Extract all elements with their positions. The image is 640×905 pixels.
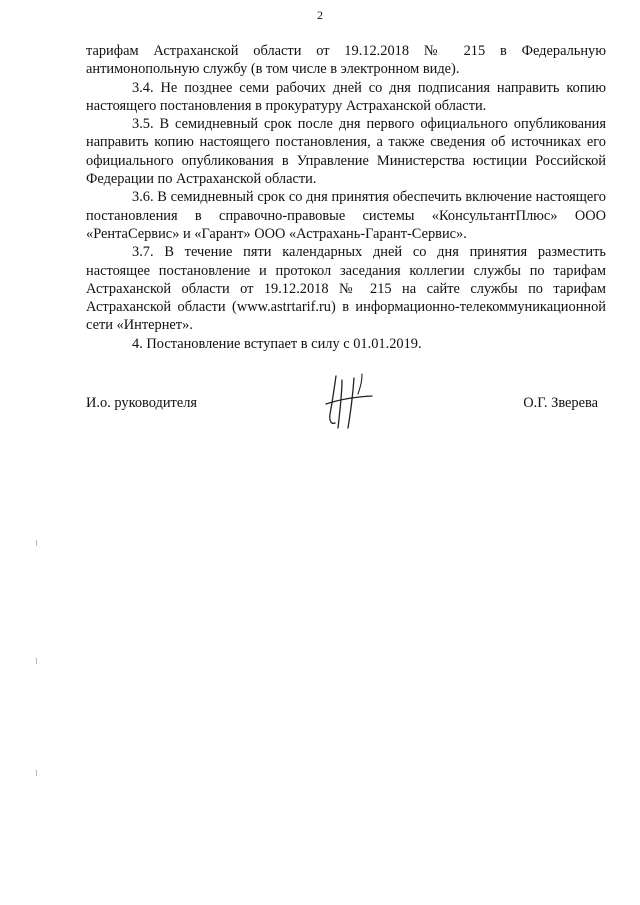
document-body [86, 42, 606, 353]
paragraph-continuation: тарифам Астраханской области от 19.12.2018 № 215 в Федеральную антимонопольную службу (в том числе в электронном виде). [86, 43, 606, 78]
paragraph-3-4: 3.4. Не позднее семи рабочих дней со дня подписания направить копию настоящего постановления в прокуратуру Астраханской области. [86, 79, 606, 114]
signatory-title: И.о. руководителя [86, 395, 198, 411]
paragraph-4: 4. Постановление вступает в силу с 01.01.2019. [132, 335, 422, 352]
signatory-name: О.Г. Зверева [523, 395, 598, 411]
scan-margin-mark [36, 770, 37, 776]
paragraph-3-7: 3.7. В течение пяти календарных дней со дня принятия разместить настоящее постановление и протокол заседания коллегии службы по тарифам Астраханской области от 19.12.2018 № 215 на сайте службы по тарифам Астраханской области (www.astrtarif.ru) в информационно-телекоммуникационной сети «Интернет». [86, 244, 606, 334]
scan-margin-mark [36, 540, 37, 546]
scan-margin-mark [36, 658, 37, 664]
handwritten-signature [318, 370, 380, 432]
paragraph-3-6: 3.6. В семидневный срок со дня принятия обеспечить включение настоящего постановления в справочно-правовые системы «КонсультантПлюс» ООО «РентаСервис» и «Гарант» ООО «Астрахань-Гарант-Сервис». [86, 189, 606, 242]
page-number: 2 [317, 8, 323, 22]
paragraph-3-5: 3.5. В семидневный срок после дня первого официального опубликования направить копию настоящего постановления, а также сведения об источниках его официального опубликования в Управление Министерства юстиции Российской Федерации по Астраханской области. [86, 116, 606, 188]
